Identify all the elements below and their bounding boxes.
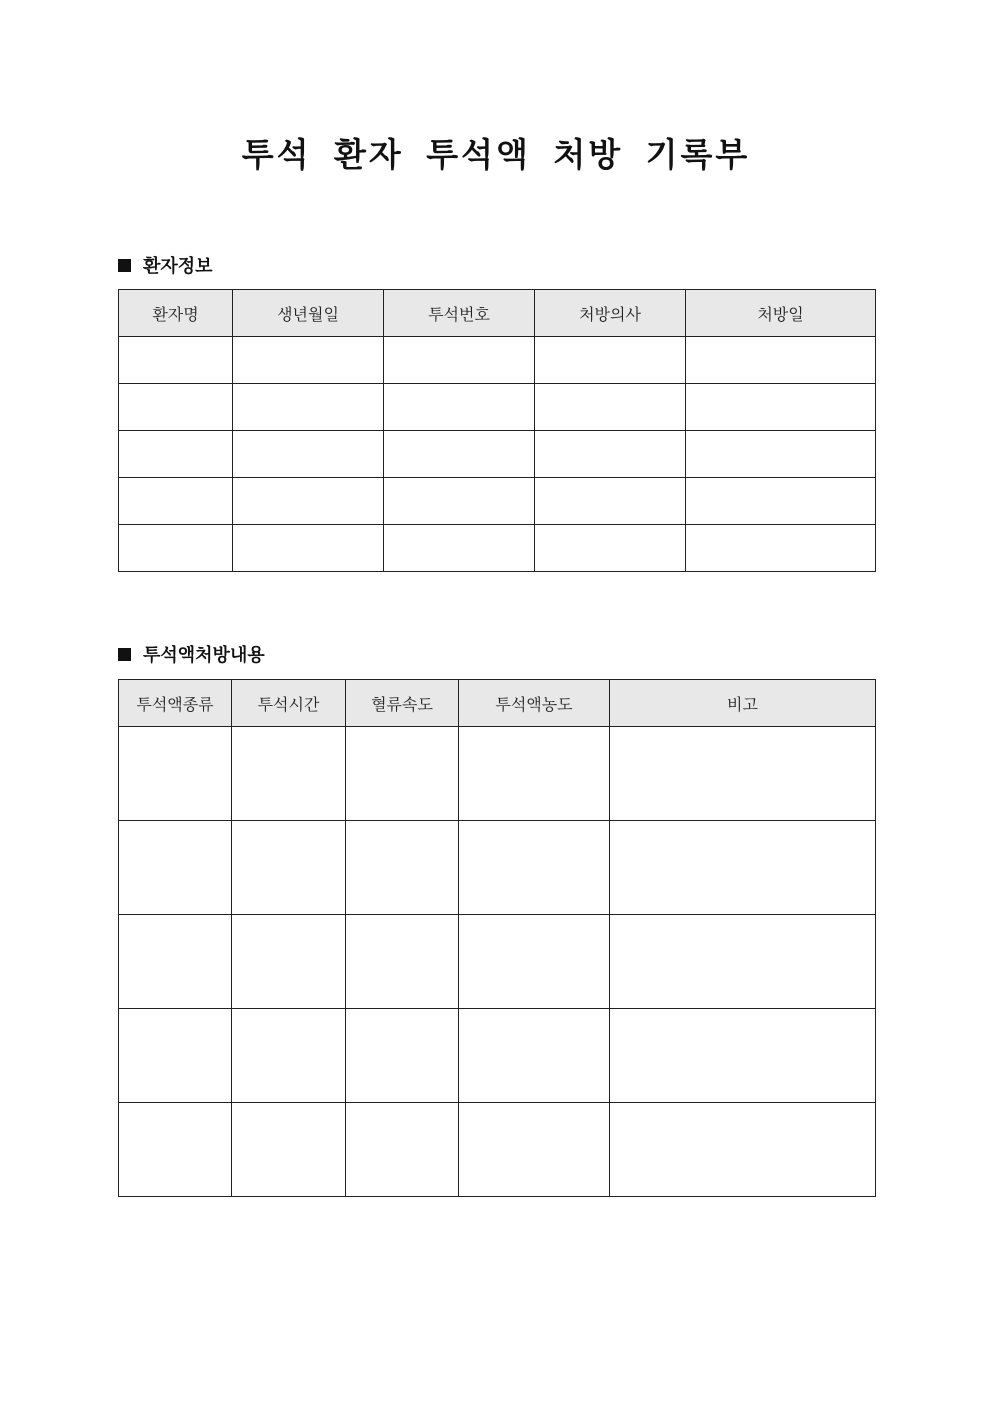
dialysis-number-cell[interactable]: [384, 384, 535, 431]
dialysate-concentration-cell[interactable]: [459, 727, 610, 821]
dialysis-number-cell[interactable]: [384, 337, 535, 384]
prescription-date-cell[interactable]: [686, 384, 876, 431]
dialysis-time-cell[interactable]: [232, 727, 346, 821]
prescription-date-cell[interactable]: [686, 431, 876, 478]
table-row: [119, 525, 876, 572]
table-row: [119, 1103, 876, 1197]
patient-name-cell[interactable]: [119, 478, 233, 525]
prescription-details-table: [118, 679, 876, 1197]
column-header-birthdate: 생년월일: [233, 290, 384, 337]
column-header-prescription-date: 처방일: [686, 290, 876, 337]
remarks-cell[interactable]: [610, 1009, 876, 1103]
prescribing-doctor-cell[interactable]: [535, 337, 686, 384]
patient-name-cell[interactable]: [119, 337, 233, 384]
prescribing-doctor-cell[interactable]: [535, 384, 686, 431]
table-row: [119, 1009, 876, 1103]
patient-info-table: [118, 289, 876, 572]
table-row: [119, 431, 876, 478]
dialysate-type-cell[interactable]: [119, 821, 232, 915]
page-title: 투석 환자 투석액 처방 기록부: [241, 135, 751, 174]
dialysis-time-cell[interactable]: [232, 1103, 346, 1197]
column-header-remarks: 비고: [610, 680, 876, 727]
dialysis-time-cell[interactable]: [232, 821, 346, 915]
remarks-cell[interactable]: [610, 1103, 876, 1197]
dialysis-time-cell[interactable]: [232, 1009, 346, 1103]
patient-info-heading-label: 환자정보: [143, 256, 213, 277]
table-header-row: [119, 680, 876, 727]
dialysate-type-cell[interactable]: [119, 1009, 232, 1103]
table-row: [119, 821, 876, 915]
remarks-cell[interactable]: [610, 821, 876, 915]
table-row: [119, 478, 876, 525]
dialysate-type-cell[interactable]: [119, 727, 232, 821]
table-header-row: [119, 290, 876, 337]
column-header-prescribing-doctor: 처방의사: [535, 290, 686, 337]
remarks-cell[interactable]: [610, 915, 876, 1009]
column-header-blood-flow-rate: 혈류속도: [346, 680, 459, 727]
blood-flow-rate-cell[interactable]: [346, 1103, 459, 1197]
dialysate-concentration-cell[interactable]: [459, 915, 610, 1009]
dialysate-concentration-cell[interactable]: [459, 1103, 610, 1197]
prescribing-doctor-cell[interactable]: [535, 431, 686, 478]
patient-info-heading: [118, 251, 213, 279]
birthdate-cell[interactable]: [233, 478, 384, 525]
prescription-details-heading: [118, 640, 265, 668]
birthdate-cell[interactable]: [233, 431, 384, 478]
blood-flow-rate-cell[interactable]: [346, 821, 459, 915]
birthdate-cell[interactable]: [233, 337, 384, 384]
square-bullet-icon: [118, 259, 131, 272]
blood-flow-rate-cell[interactable]: [346, 915, 459, 1009]
dialysate-concentration-cell[interactable]: [459, 1009, 610, 1103]
column-header-dialysate-type: 투석액종류: [119, 680, 232, 727]
dialysis-number-cell[interactable]: [384, 431, 535, 478]
prescription-date-cell[interactable]: [686, 525, 876, 572]
prescribing-doctor-cell[interactable]: [535, 525, 686, 572]
square-bullet-icon: [118, 648, 131, 661]
dialysate-type-cell[interactable]: [119, 915, 232, 1009]
blood-flow-rate-cell[interactable]: [346, 727, 459, 821]
prescribing-doctor-cell[interactable]: [535, 478, 686, 525]
dialysate-concentration-cell[interactable]: [459, 821, 610, 915]
table-row: [119, 384, 876, 431]
dialysate-type-cell[interactable]: [119, 1103, 232, 1197]
prescription-date-cell[interactable]: [686, 478, 876, 525]
prescription-date-cell[interactable]: [686, 337, 876, 384]
table-row: [119, 727, 876, 821]
birthdate-cell[interactable]: [233, 384, 384, 431]
prescription-details-heading-label: 투석액처방내용: [143, 645, 265, 666]
column-header-dialysate-concentration: 투석액농도: [459, 680, 610, 727]
column-header-dialysis-number: 투석번호: [384, 290, 535, 337]
patient-name-cell[interactable]: [119, 525, 233, 572]
dialysis-time-cell[interactable]: [232, 915, 346, 1009]
remarks-cell[interactable]: [610, 727, 876, 821]
birthdate-cell[interactable]: [233, 525, 384, 572]
table-row: [119, 337, 876, 384]
dialysis-number-cell[interactable]: [384, 525, 535, 572]
table-row: [119, 915, 876, 1009]
patient-name-cell[interactable]: [119, 431, 233, 478]
blood-flow-rate-cell[interactable]: [346, 1009, 459, 1103]
patient-name-cell[interactable]: [119, 384, 233, 431]
dialysis-number-cell[interactable]: [384, 478, 535, 525]
column-header-patient-name: 환자명: [119, 290, 233, 337]
column-header-dialysis-time: 투석시간: [232, 680, 346, 727]
